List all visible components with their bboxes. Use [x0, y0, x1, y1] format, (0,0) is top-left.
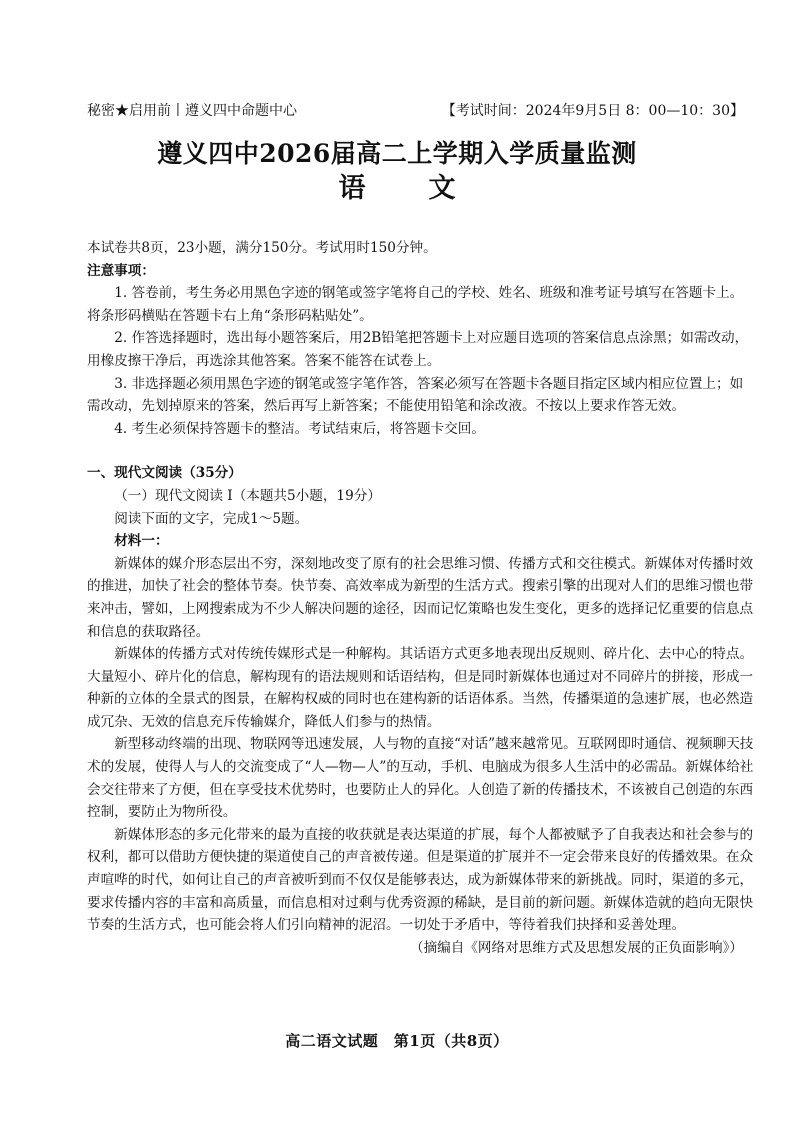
exam-time: 【考试时间：2024年9月5日 8：00—10：30】: [441, 103, 744, 119]
exam-intro: 本试卷共8页，23小题，满分150分。考试用时150分钟。: [87, 240, 437, 256]
note-item: 3. 非选择题必须用黑色字迹的钢笔或签字笔作答，答案必须写在答题卡各题目指定区域内相应位置上；如需改动，先划掉原来的答案，然后再写上新答案；不能使用铅笔和涂改液。不按以上要求作答无效。: [87, 375, 744, 415]
exam-title: 遵义四中2026届高二上学期入学质量监测: [157, 139, 637, 168]
subject-title: 语 文: [338, 173, 474, 204]
note-item: 4. 考生必须保持答题卡的整洁。考试结束后，将答题卡交回。: [114, 420, 485, 437]
spacer: [87, 440, 755, 462]
material-paragraph: 新媒体的媒介形态层出不穷，深刻地改变了原有的社会思维习惯、传播方式和交往模式。新媒体对传播时效的推进，加快了社会的整体节奏。快节奏、高效率成为新型的生活方式。搜索引擎的出现对人们的思维习惯也带来冲击，譬如，上网搜索成为不少人解决问题的途径，因而记忆策略也发生变化，更多的选择记忆重要的信息点和信息的获取路径。: [87, 555, 754, 640]
confidentiality-mark: 秘密★启用前丨遵义四中命题中心: [87, 103, 297, 119]
page-footer: 高二语文试题 第1页（共8页）: [285, 1032, 509, 1050]
notes-heading: 注意事项：: [87, 262, 155, 279]
material-label: 材料一：: [114, 533, 169, 550]
section-heading: 一、现代文阅读（35分）: [87, 465, 242, 482]
reading-instruction: 阅读下面的文字，完成1～5题。: [114, 510, 309, 527]
material-source: （摘编自《网络对思维方式及思想发展的正负面影响》）: [409, 939, 743, 956]
subsection-heading: （一）现代文阅读 I（本题共5小题，19分）: [114, 487, 381, 504]
material-paragraph: 新型移动终端的出现、物联网等迅速发展，人与物的直接“对话”越来越常见。互联网即时通信、视频聊天技术的发展，使得人与人的交流变成了“人—物—人”的互动，手机、电脑成为很多人生活中的必需品。新媒体给社会交往带来了方便，但在享受技术优势时，也要防止人的异化。人创造了新的传播技术，不该被自己创造的东西控制，要防止为物所役。: [87, 736, 754, 821]
header-row: [87, 100, 744, 122]
note-item: 2. 作答选择题时，选出每小题答案后，用2B铅笔把答题卡上对应题目选项的答案信息点涂黑；如需改动，用橡皮擦干净后，再选涂其他答案。答案不能答在试卷上。: [87, 330, 749, 369]
note-item: 1. 答卷前，考生务必用黑色字迹的钢笔或签字笔将自己的学校、姓名、班级和准考证号填写在答题卡上。将条形码横贴在答题卡右上角“条形码粘贴处”。: [87, 285, 744, 324]
material-paragraph: 新媒体形态的多元化带来的最为直接的收获就是表达渠道的扩展，每个人都被赋予了自我表达和社会参与的权利，都可以借助方便快捷的渠道使自己的声音被传递。但是渠道的扩展并不一定会带来良好的传播效果。在众声喧哗的时代，如何让自己的声音被听到而不仅仅是能够表达，成为新媒体带来的新挑战。同时，渠道的多元，要求传播内容的丰富和高质量，而信息相对过剩与优秀资源的稀缺，是目前的新问题。新媒体造就的趋向无限快节奏的生活方式，也可能会将人们引向精神的泥沼。一切处于矛盾中，等待着我们抉择和妥善处理。: [87, 826, 754, 934]
material-paragraph: 新媒体的传播方式对传统传媒形式是一种解构。其话语方式更多地表现出反规则、碎片化、去中心的特点。大量短小、碎片化的信息，解构现有的语法规则和话语结构，但是同时新媒体也通过对不同碎片的拼接，形成一种新的立体的全景式的图景，在解构权威的同时也在建构新的话语体系。当然，传播渠道的急速扩展，也必然造成冗杂、无效的信息充斥传输媒介，降低人们参与的热情。: [87, 646, 754, 730]
exam-body: [87, 237, 755, 959]
